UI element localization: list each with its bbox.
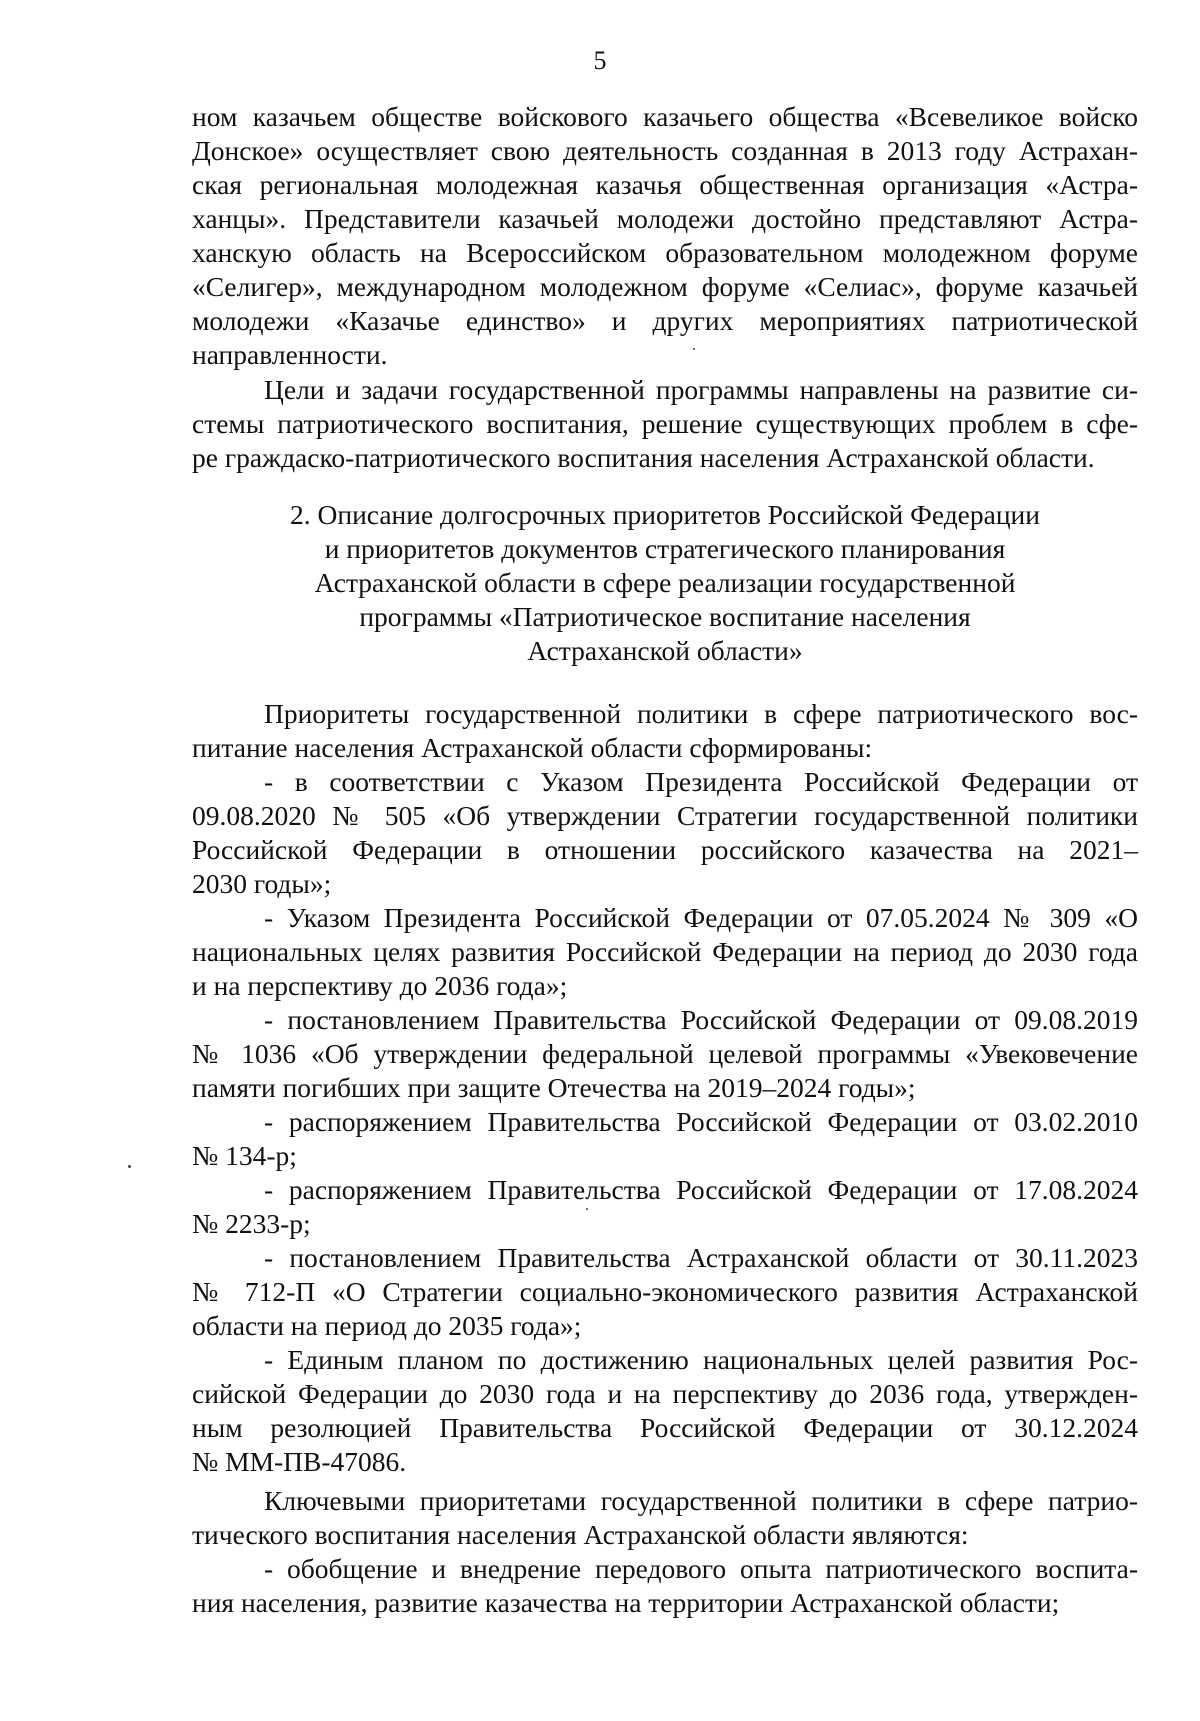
text-line: ре граждаско-патриотического воспитания населения Астраханской области. [192,442,1095,473]
scan-speck [693,348,695,350]
text-line: - Единым планом по достижению национальных целей развития Рос- [264,1344,1138,1375]
text-line: 09.08.2020 № 505 «Об утверждении Стратегии государственной политики [192,800,1138,831]
text-line: № ММ-ПВ-47086. [192,1446,407,1477]
text-line: ская региональная молодежная казачья общественная организация «Астра- [192,169,1138,200]
text-line: сийской Федерации до 2030 года и на перспективу до 2036 года, утвержден- [192,1378,1138,1409]
text-line: Приоритеты государственной политики в сфере патриотического вос- [264,698,1138,729]
heading-line: Астраханской области» [527,635,803,666]
paragraph-priorities-intro [192,697,1138,765]
list-item-priority [192,1173,1138,1241]
text-line: питание населения Астраханской области сформированы: [192,732,873,763]
text-line: области на период до 2035 года»; [192,1310,582,1341]
list-item-priority [192,1343,1138,1479]
paragraph-cossack-youth [192,100,1138,372]
heading-line: 2. Описание долгосрочных приоритетов Российской Федерации [290,499,1040,530]
text-line: и на перспективу до 2036 года»; [192,970,568,1001]
paragraph-program-goals [192,373,1138,475]
text-line: - обобщение и внедрение передового опыта патриотического воспита- [264,1553,1138,1584]
text-line: № 1036 «Об утверждении федеральной целевой программы «Увековечение [192,1038,1138,1069]
heading-line: программы «Патриотическое воспитание населения [359,601,971,632]
text-line: ханскую область на Всероссийском образовательном молодежном форуме [192,237,1138,268]
section-heading [192,498,1138,668]
text-line: национальных целях развития Российской Федерации на период до 2030 года [192,936,1138,967]
text-line: - постановлением Правительства Российской Федерации от 09.08.2019 [264,1004,1138,1035]
list-item-priority [192,901,1138,1003]
text-line: ния населения, развитие казачества на территории Астраханской области; [192,1587,1060,1618]
text-line: памяти погибших при защите Отечества на 2019–2024 годы»; [192,1072,916,1103]
heading-line: и приоритетов документов стратегического планирования [324,533,1006,564]
text-line: ханцы». Представители казачьей молодежи достойно представляют Астра- [192,203,1138,234]
paragraph-key-priorities-intro [192,1484,1138,1552]
text-line: ном казачьем обществе войскового казачьего общества «Всевеликое войско [192,101,1138,132]
text-line: «Селигер», международном молодежном форуме «Селиас», форуме казачьей [192,271,1138,302]
text-line: молодежи «Казачье единство» и других мероприятиях патриотической [192,305,1138,336]
text-line: стемы патриотического воспитания, решение существующих проблем в сфе- [192,408,1138,439]
text-line: ным резолюцией Правительства Российской Федерации от 30.12.2024 [192,1412,1138,1443]
list-item-priority [192,1003,1138,1105]
text-line: Ключевыми приоритетами государственной политики в сфере патрио- [264,1485,1138,1516]
scan-speck [586,1208,588,1210]
list-item-priority [192,1241,1138,1343]
text-line: тического воспитания населения Астраханской области являются: [192,1519,969,1550]
text-line: 2030 годы»; [192,868,332,899]
text-line: - распоряжением Правительства Российской Федерации от 03.02.2010 [264,1106,1138,1137]
text-line: № 712-П «О Стратегии социально-экономического развития Астраханской [192,1276,1138,1307]
list-item-priority [192,1105,1138,1173]
text-line: № 134-р; [192,1140,297,1171]
list-item-priority [192,765,1138,901]
text-line: № 2233-р; [192,1208,311,1239]
list-item-key-priority [192,1552,1138,1620]
text-line: Цели и задачи государственной программы направлены на развитие си- [264,374,1138,405]
text-line: направленности. [192,339,388,370]
text-line: - в соответствии с Указом Президента Российской Федерации от [264,766,1138,797]
text-line: - распоряжением Правительства Российской Федерации от 17.08.2024 [264,1174,1138,1205]
page-number: 5 [593,46,607,75]
scan-speck [128,1165,131,1168]
text-line: - постановлением Правительства Астраханской области от 30.11.2023 [264,1242,1138,1273]
text-line: - Указом Президента Российской Федерации от 07.05.2024 № 309 «О [264,902,1138,933]
heading-line: Астраханской области в сфере реализации государственной [314,567,1016,598]
text-line: Российской Федерации в отношении российского казачества на 2021– [192,834,1138,865]
text-line: Донское» осуществляет свою деятельность созданная в 2013 году Астрахан- [192,135,1138,166]
